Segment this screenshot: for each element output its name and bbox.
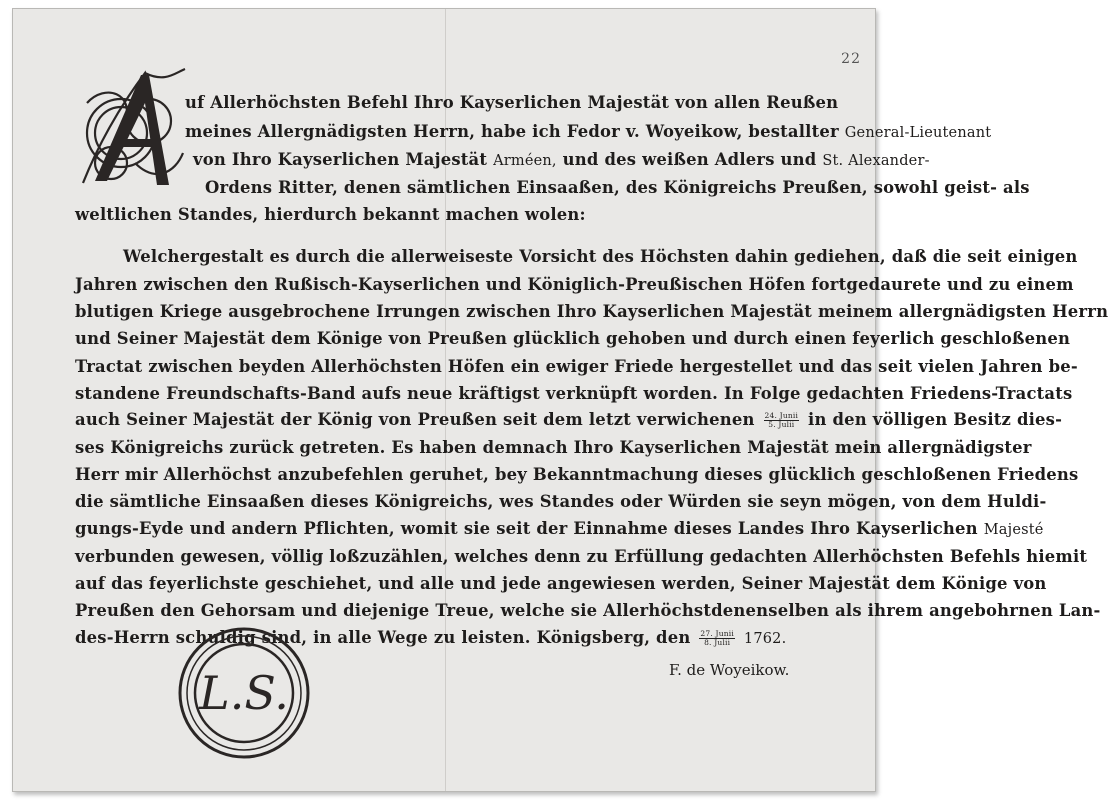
body-line-7b: in den völligen Besitz dies-: [808, 410, 1063, 429]
document-page: [12, 8, 1108, 792]
date-fraction-1-top: 24. Junii: [764, 411, 799, 420]
header-line-3a: von Ihro Kayserlichen Majestät: [193, 150, 488, 169]
body-line-12: verbunden gewesen, völlig loßzuzählen, welches denn zu Erfüllung gedachten Allerhöchsten Befehls hiemit: [75, 547, 1088, 566]
header-line-5: weltlichen Standes, hierdurch bekannt machen wolen:: [75, 205, 586, 224]
body-line-11-text: gungs-Eyde und andern Pflichten, womit sie seit der Einnahme dieses Landes Ihro Kayserlichen: [75, 519, 978, 538]
header-line-3: [193, 150, 930, 169]
body-line-7: [75, 410, 1062, 429]
body-line-9: Herr mir Allerhöchst anzubefehlen geruhet, bey Bekanntmachung dieses glücklich geschloßenen Friedens: [75, 465, 1079, 484]
body-line-3: blutigen Kriege ausgebrochene Irrungen zwischen Ihro Kayserlichen Majestät meinem allergnädigsten Herrn: [75, 302, 1108, 321]
body-line-1: Welchergestalt es durch die allerweiseste Vorsicht des Höchsten dahin gediehen, daß die seit einigen: [123, 247, 1078, 266]
body-line-10: die sämtliche Einsaaßen dieses Königreichs, wes Standes oder Würden sie seyn mögen, von dem Huldi-: [75, 492, 1047, 511]
body-line-14: Preußen den Gehorsam und diejenige Treue, welche sie Allerhöchstdenenselben als ihrem angebohrnen Lan-: [75, 601, 1101, 620]
body-line-5: Tractat zwischen beyden Allerhöchsten Höfen ein ewiger Friede hergestellet und das seit vielen Jahren be-: [75, 357, 1078, 376]
signature: F. de Woyeikow.: [669, 661, 790, 679]
body-line-8: ses Königreichs zurück getreten. Es haben demnach Ihro Kayserlichen Majestät mein allergnädigster: [75, 438, 1032, 457]
date-fraction-2-bottom: 8. Julii: [704, 638, 731, 647]
seal-text: L.S.: [199, 666, 289, 720]
header-line-3b: und des weißen Adlers und: [562, 150, 817, 169]
header-armeen: Arméen,: [493, 153, 557, 169]
header-rank: General-Lieutenant: [844, 125, 992, 141]
body-line-2: Jahren zwischen den Rußisch-Kayserlichen und Königlich-Preußischen Höfen fortgedaurete und zu einem: [75, 275, 1074, 294]
header-st-alexander: St. Alexander-: [822, 153, 930, 169]
decorated-initial-a-icon: [75, 63, 193, 195]
body-line-4: und Seiner Majestät dem Könige von Preußen glücklich gehoben und durch einen feyerlich geschloßenen: [75, 329, 1071, 348]
date-fraction-1-bottom: 5. Julii: [768, 420, 795, 429]
header-line-2: [185, 122, 991, 141]
body-majeste: Majesté: [983, 522, 1044, 538]
page-number: 22: [841, 51, 861, 67]
header-line-4: Ordens Ritter, denen sämtlichen Einsaaßen, des Königreichs Preußen, sowohl geist- als: [205, 178, 1030, 197]
header-line-1: uf Allerhöchsten Befehl Ihro Kayserlichen Majestät von allen Reußen: [185, 93, 839, 112]
date-fraction-1: [764, 412, 800, 429]
seal-stamp: [176, 625, 312, 761]
body-line-13: auf das feyerlichste geschiehet, und alle und jede angewiesen werden, Seiner Majestät dem Könige von: [75, 574, 1047, 593]
body-year: 1762.: [743, 631, 787, 647]
body-line-6: standene Freundschafts-Band aufs neue kräftigst verknüpft worden. In Folge gedachten Friedens-Tractats: [75, 384, 1073, 403]
date-fraction-2-top: 27. Junii: [700, 629, 734, 638]
date-fraction-2: [699, 630, 735, 647]
body-line-7a: auch Seiner Majestät der König von Preußen seit dem letzt verwichenen: [75, 410, 755, 429]
body-line-15a: des-Herrn schuldig sind, in alle Wege zu leisten. Königsberg, den: [75, 628, 691, 647]
header-line-2-text: meines Allergnädigsten Herrn, habe ich Fedor v. Woyeikow, bestallter: [185, 122, 839, 141]
body-line-11: [75, 519, 1044, 538]
